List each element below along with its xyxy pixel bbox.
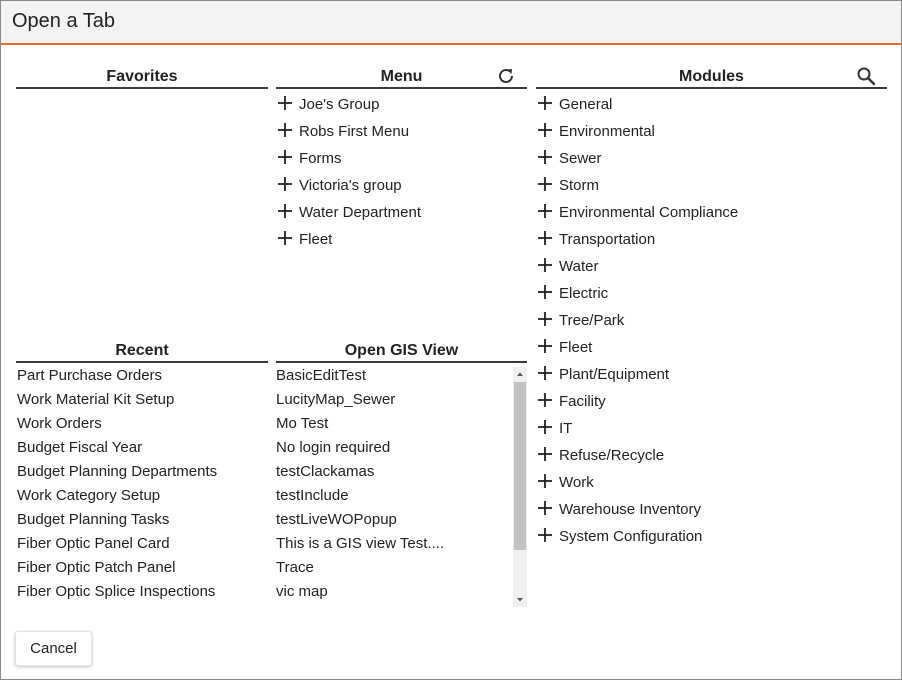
module-item-label: Facility	[559, 393, 606, 410]
module-item-label: Environmental Compliance	[559, 204, 739, 221]
recent-item[interactable]: Fiber Optic Panel Card	[17, 535, 170, 552]
module-item[interactable]	[536, 91, 887, 118]
expand-plus-icon[interactable]	[536, 391, 554, 409]
gis-list-container	[276, 363, 527, 605]
expand-plus-icon[interactable]	[276, 175, 294, 193]
recent-item[interactable]: Work Orders	[17, 415, 102, 432]
module-item[interactable]	[536, 334, 887, 361]
expand-plus-icon[interactable]	[276, 229, 294, 247]
expand-plus-icon[interactable]	[536, 337, 554, 355]
favorites-heading	[16, 67, 268, 89]
recent-list	[16, 363, 268, 604]
menu-item-label: Robs First Menu	[299, 123, 410, 140]
module-item-label: Work	[559, 474, 594, 491]
cancel-button[interactable]: Cancel	[15, 631, 92, 666]
expand-plus-icon[interactable]	[536, 499, 554, 517]
module-item[interactable]	[536, 388, 887, 415]
expand-plus-icon[interactable]	[276, 121, 294, 139]
expand-plus-icon[interactable]	[276, 148, 294, 166]
menu-item-label: Forms	[299, 150, 342, 167]
expand-plus-icon[interactable]	[536, 472, 554, 490]
recent-item[interactable]: Fiber Optic Patch Panel	[17, 559, 176, 576]
expand-plus-icon[interactable]	[536, 310, 554, 328]
expand-plus-icon[interactable]	[536, 256, 554, 274]
recent-item[interactable]: Budget Planning Tasks	[17, 511, 170, 528]
expand-plus-icon[interactable]	[276, 94, 294, 112]
gis-view-item[interactable]: BasicEditTest	[276, 367, 367, 384]
module-item-label: Plant/Equipment	[559, 366, 670, 383]
menu-item-label: Fleet	[299, 231, 333, 248]
scroll-down-arrow-icon[interactable]	[513, 593, 527, 607]
recent-panel	[16, 341, 268, 604]
recent-item[interactable]: Budget Fiscal Year	[17, 439, 143, 456]
module-item[interactable]	[536, 280, 887, 307]
module-item[interactable]	[536, 469, 887, 496]
module-item-label: Transportation	[559, 231, 656, 248]
module-item-label: Water	[559, 258, 599, 275]
module-item[interactable]	[536, 523, 887, 550]
dialog-title: Open a Tab	[12, 10, 116, 32]
module-item-label: Environmental	[559, 123, 655, 140]
menu-item[interactable]	[276, 226, 527, 253]
module-item[interactable]	[536, 496, 887, 523]
expand-plus-icon[interactable]	[536, 121, 554, 139]
menu-item-label: Water Department	[299, 204, 421, 221]
gis-view-item[interactable]: This is a GIS view Test....	[276, 535, 445, 552]
gis-view-item[interactable]: testInclude	[276, 487, 349, 504]
module-item-label: IT	[559, 420, 573, 437]
module-item[interactable]	[536, 442, 887, 469]
scroll-up-arrow-icon[interactable]	[513, 367, 527, 381]
menu-item[interactable]	[276, 91, 527, 118]
gis-view-item[interactable]: Trace	[276, 559, 314, 576]
menu-list	[276, 89, 527, 253]
module-item-label: Refuse/Recycle	[559, 447, 665, 464]
modules-panel	[536, 67, 887, 550]
expand-plus-icon[interactable]	[536, 364, 554, 382]
refresh-icon[interactable]	[495, 66, 517, 88]
expand-plus-icon[interactable]	[536, 418, 554, 436]
module-item[interactable]	[536, 253, 887, 280]
module-item-label: Warehouse Inventory	[559, 501, 702, 518]
modules-heading-label: Modules	[679, 68, 744, 85]
menu-item-label: Victoria's group	[299, 177, 402, 194]
gis-scrollbar[interactable]	[513, 367, 527, 607]
modules-heading	[536, 67, 887, 89]
gis-view-item[interactable]: testLiveWOPopup	[276, 511, 397, 528]
gis-panel	[276, 341, 527, 605]
gis-heading	[276, 341, 527, 363]
module-item-label: Electric	[559, 285, 609, 302]
module-item[interactable]	[536, 226, 887, 253]
expand-plus-icon[interactable]	[536, 202, 554, 220]
recent-item[interactable]: Budget Planning Departments	[17, 463, 218, 480]
module-item[interactable]	[536, 361, 887, 388]
expand-plus-icon[interactable]	[536, 526, 554, 544]
menu-item[interactable]	[276, 172, 527, 199]
expand-plus-icon[interactable]	[536, 148, 554, 166]
recent-heading	[16, 341, 268, 363]
gis-heading-label: Open GIS View	[344, 342, 459, 359]
module-item-label: System Configuration	[559, 528, 703, 545]
module-item-label: Sewer	[559, 150, 602, 167]
menu-item[interactable]	[276, 199, 527, 226]
menu-item[interactable]	[276, 145, 527, 172]
recent-item[interactable]: Fiber Optic Splice Inspections	[17, 583, 216, 600]
gis-view-item[interactable]: Mo Test	[276, 415, 329, 432]
menu-item[interactable]	[276, 118, 527, 145]
module-item-label: Tree/Park	[559, 312, 625, 329]
module-item-label: Fleet	[559, 339, 593, 356]
favorites-panel	[16, 67, 268, 89]
search-icon[interactable]	[855, 66, 877, 88]
recent-item[interactable]: Work Category Setup	[17, 487, 161, 504]
recent-heading-label: Recent	[115, 342, 169, 359]
menu-heading-label: Menu	[380, 68, 423, 85]
expand-plus-icon[interactable]	[536, 283, 554, 301]
menu-heading	[276, 67, 527, 89]
scroll-thumb[interactable]	[514, 382, 526, 550]
module-item[interactable]	[536, 307, 887, 334]
module-item[interactable]	[536, 172, 887, 199]
expand-plus-icon[interactable]	[536, 175, 554, 193]
module-item-label: General	[559, 96, 613, 113]
recent-item[interactable]: Part Purchase Orders	[17, 367, 163, 384]
expand-plus-icon[interactable]	[276, 202, 294, 220]
module-item[interactable]	[536, 145, 887, 172]
menu-panel	[276, 67, 527, 253]
modules-list	[536, 89, 887, 550]
module-item[interactable]	[536, 118, 887, 145]
gis-view-item[interactable]: LucityMap_Sewer	[276, 391, 396, 408]
recent-item[interactable]: Work Material Kit Setup	[17, 391, 175, 408]
expand-plus-icon[interactable]	[536, 445, 554, 463]
favorites-heading-label: Favorites	[106, 68, 178, 85]
module-item[interactable]	[536, 199, 887, 226]
expand-plus-icon[interactable]	[536, 94, 554, 112]
gis-view-item[interactable]: testClackamas	[276, 463, 375, 480]
gis-view-item[interactable]: vic map	[276, 583, 328, 600]
expand-plus-icon[interactable]	[536, 229, 554, 247]
menu-item-label: Joe's Group	[299, 96, 380, 113]
module-item[interactable]	[536, 415, 887, 442]
module-item-label: Storm	[559, 177, 600, 194]
dialog-titlebar	[1, 1, 901, 45]
gis-list	[276, 363, 513, 604]
gis-view-item[interactable]: No login required	[276, 439, 391, 456]
